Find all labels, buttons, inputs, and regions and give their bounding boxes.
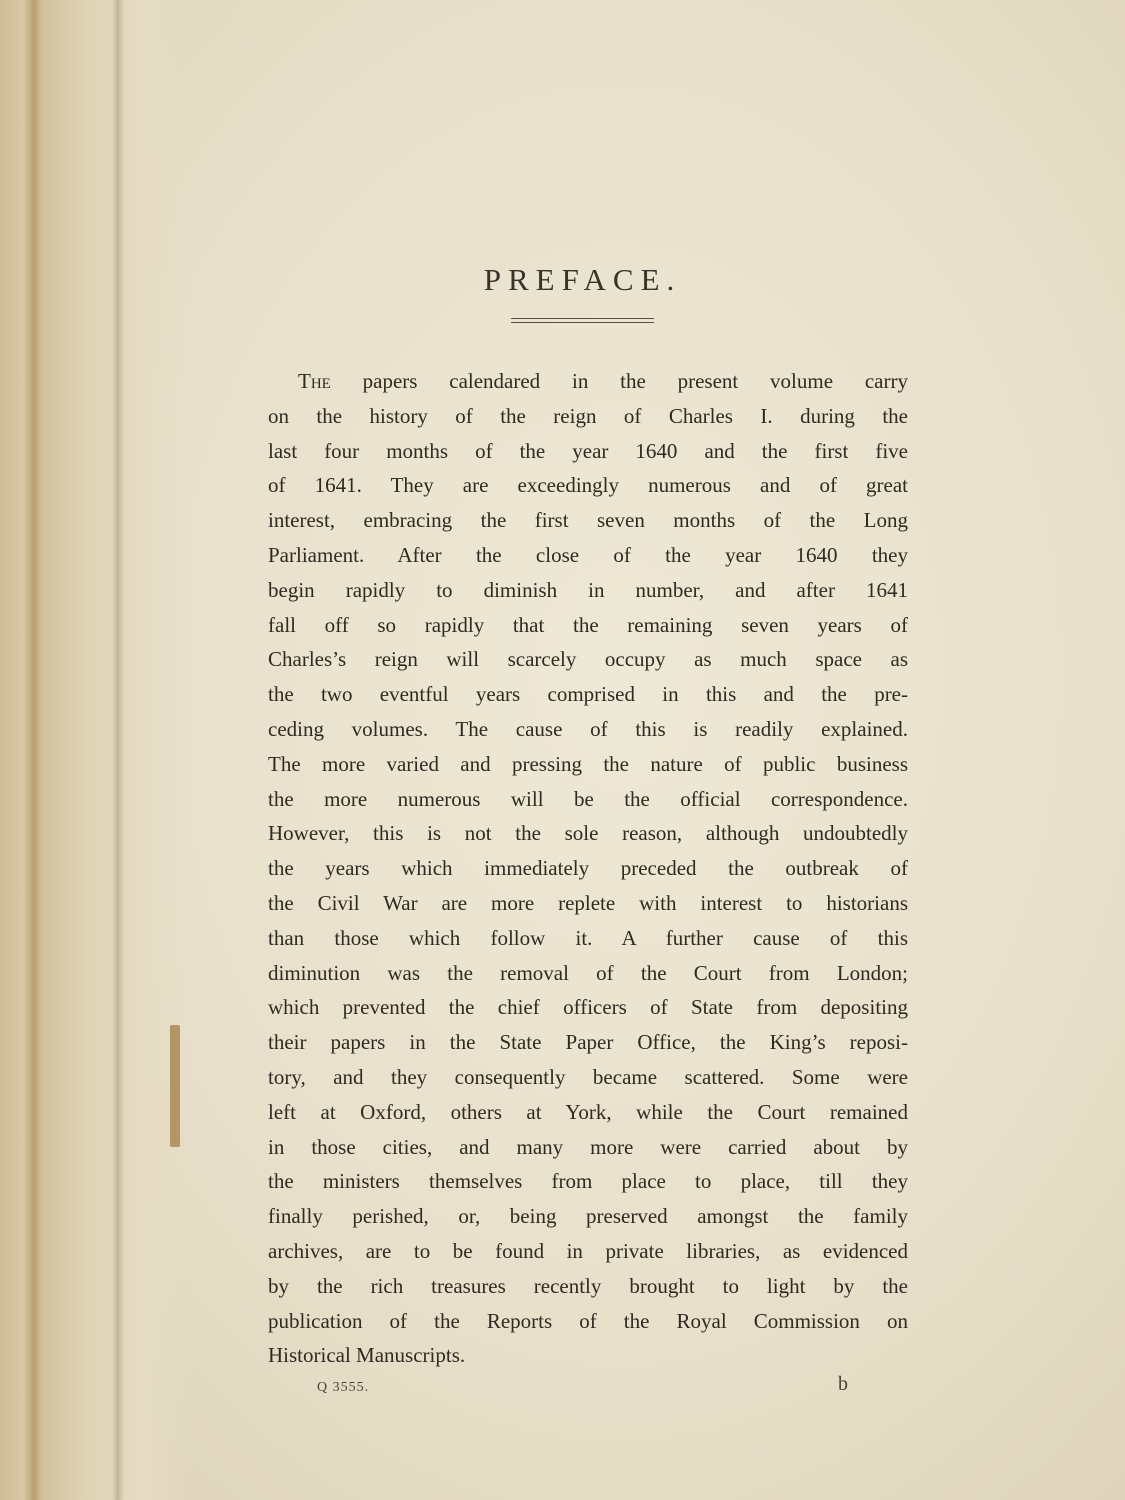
signature-mark: Q 3555. bbox=[317, 1380, 370, 1395]
gathering-letter: b bbox=[838, 1373, 848, 1395]
text-line: diminution was the removal of the Court from London; bbox=[268, 960, 908, 985]
text-line: in those cities, and many more were carried about by bbox=[268, 1134, 908, 1159]
first-line-text: papers calendared in the present volume carry bbox=[330, 369, 908, 393]
text-line: finally perished, or, being preserved amongst the family bbox=[268, 1204, 908, 1229]
text-line: publication of the Reports of the Royal Commission on bbox=[268, 1308, 908, 1333]
text-line: than those which follow it. A further cause of this bbox=[268, 925, 908, 950]
binding-gutter bbox=[0, 0, 190, 1500]
text-line: the Civil War are more replete with interest to historians bbox=[268, 890, 908, 915]
text-line: by the rich treasures recently brought to light by the bbox=[268, 1273, 908, 1298]
text-line: Historical Manuscripts. bbox=[268, 1343, 466, 1368]
text-line: Charles’s reign will scarcely occupy as much space as bbox=[268, 647, 908, 672]
text-line: their papers in the State Paper Office, the King’s reposi- bbox=[268, 1030, 908, 1055]
text-line: begin rapidly to diminish in number, and after 1641 bbox=[268, 577, 908, 602]
text-line: ceding volumes. The cause of this is readily explained. bbox=[268, 716, 908, 741]
text-line: Parliament. After the close of the year 1640 they bbox=[268, 542, 908, 567]
text-line: archives, are to be found in private libraries, as evidenced bbox=[268, 1238, 908, 1263]
text-line: the ministers themselves from place to place, till they bbox=[268, 1169, 908, 1194]
page-title: PREFACE. bbox=[483, 262, 682, 297]
text-line: interest, embracing the first seven months of the Long bbox=[268, 508, 908, 533]
text-line: left at Oxford, others at York, while the Court remained bbox=[268, 1099, 908, 1124]
text-line: The more varied and pressing the nature of public business bbox=[268, 751, 908, 776]
title-double-rule bbox=[511, 318, 654, 323]
text-line: which prevented the chief officers of State from depositing bbox=[268, 995, 908, 1020]
text-line: on the history of the reign of Charles I. during the bbox=[268, 403, 908, 428]
text-line bbox=[268, 364, 908, 399]
text-line: the two eventful years comprised in this and the pre- bbox=[268, 682, 908, 707]
opening-word: The bbox=[298, 369, 331, 393]
text-line: the years which immediately preceded the outbreak of bbox=[268, 856, 908, 881]
text-line: tory, and they consequently became scattered. Some were bbox=[268, 1064, 908, 1089]
text-line: of 1641. They are exceedingly numerous and of great bbox=[268, 473, 908, 498]
preface-body bbox=[268, 364, 908, 1373]
text-line: fall off so rapidly that the remaining seven years of bbox=[268, 612, 908, 637]
spine-crease bbox=[112, 0, 124, 1500]
text-line: However, this is not the sole reason, although undoubtedly bbox=[268, 821, 908, 846]
text-line: last four months of the year 1640 and the first five bbox=[268, 438, 908, 463]
text-line: the more numerous will be the official correspondence. bbox=[268, 786, 908, 811]
page-tab-mark bbox=[170, 1025, 180, 1147]
